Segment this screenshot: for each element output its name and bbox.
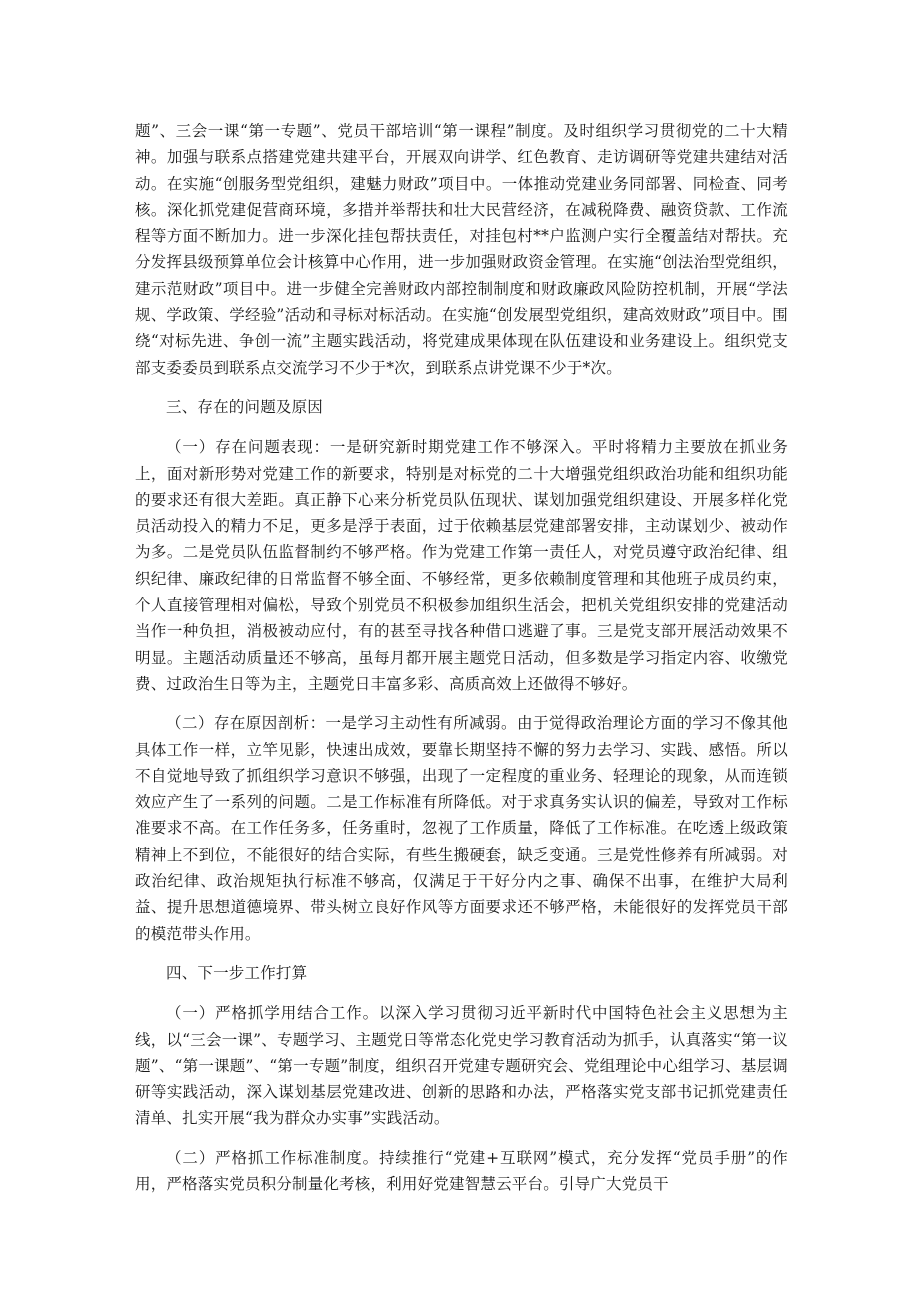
section-heading-problems: 三、存在的问题及原因 [166,397,324,416]
section-heading-next-steps: 四、下一步工作打算 [166,963,308,982]
paragraph-continuation: 题”、三会一课“第一专题”、党员干部培训“第一课程”制度。及时组织学习贯彻党的二十大精神。加强与联系点搭建党建共建平台，开展双向讲学、红色教育、走访调研等党建共建结对活动。在实施“创服务型党组织，建魅力财政”项目中。一体推动党建业务同部署、同检查、同考核。深化抓党建促营商环境，多措并举帮扶和壮大民营经济，在减税降费、融资贷款、工作流程等方面不断加力。进一步深化挂包帮扶责任，对挂包村**户监测户实行全覆盖结对帮扶。充分发挥县级预算单位会计核算中心作用，进一步加强财政资金管理。在实施“创法治型党组织，建示范财政”项目中。进一步健全完善财政内部控制制度和财政廉政风险防控机制，开展“学法规、学政策、学经验”活动和寻标对标活动。在实施“创发展型党组织，建高效财政”项目中。围绕“对标先进、争创一流”主题实践活动，将党建成果体现在队伍建设和业务建设上。组织党支部支委委员到联系点交流学习不少于*次，到联系点讲党课不少于*次。 [135,122,788,377]
paragraph-problem-manifestations: （一）存在问题表现：一是研究新时期党建工作不够深入。平时将精力主要放在抓业务上，面对新形势对党建工作的新要求，特别是对标党的二十大增强党组织政治功能和组织功能的要求还有很大差距。真正静下心来分析党员队伍现状、谋划加强党组织建设、开展多样化党员活动投入的精力不足，更多是浮于表面，过于依赖基层党建部署安排，主动谋划少、被动作为多。二是党员队伍监督制约不够严格。作为党建工作第一责任人，对党员遵守政治纪律、组织纪律、廉政纪律的日常监督不够全面、不够经常，更多依赖制度管理和其他班子成员约束，个人直接管理相对偏松，导致个别党员不积极参加组织生活会，把机关党组织安排的党建活动当作一种负担，消极被动应付，有的甚至寻找各种借口逃避了事。三是党支部开展活动效果不明显。主题活动质量还不够高，虽每月都开展主题党日活动，但多数是学习指定内容、收缴党费、过政治生日等为主，主题党日丰富多彩、高质高效上还做得不够好。 [135,438,788,693]
paragraph-cause-analysis: （二）存在原因剖析：一是学习主动性有所减弱。由于觉得政治理论方面的学习不像其他具体工作一样，立竿见影，快速出成效，要靠长期坚持不懈的努力去学习、实践、感悟。所以不自觉地导致了抓组织学习意识不够强，出现了一定程度的重业务、轻理论的现象，从而连锁效应产生了一系列的问题。二是工作标准有所降低。对于求真务实认识的偏差，导致对工作标准要求不高。在工作任务多，任务重时，忽视了工作质量，降低了工作标准。在吃透上级政策精神上不到位，不能很好的结合实际，有些生搬硬套，缺乏变通。三是党性修养有所减弱。对政治纪律、政治规矩执行标准不够高，仅满足于干好分内之事、确保不出事，在维护大局利益、提升思想道德境界、带头树立良好作风等方面要求还不够严格，未能很好的发挥党员干部的模范带头作用。 [135,714,788,943]
paragraph-study-application: （一）严格抓学用结合工作。以深入学习贯彻习近平新时代中国特色社会主义思想为主线，以“三会一课”、专题学习、主题党日等常态化党史学习教育活动为抓手，认真落实“第一议题”、“第一课题”、“第一专题”制度，组织召开党建专题研究会、党组理论中心组学习、基层调研等实践活动，深入谋划基层党建改进、创新的思路和办法，严格落实党支部书记抓党建责任清单、扎实开展“我为群众办实事”实践活动。 [135,1004,788,1128]
paragraph-work-standards: （二）严格抓工作标准制度。持续推行“党建+互联网”模式，充分发挥“党员手册”的作用，严格落实党员积分制量化考核，利用好党建智慧云平台。引导广大党员干 [135,1148,788,1193]
document-page [135,118,788,1210]
